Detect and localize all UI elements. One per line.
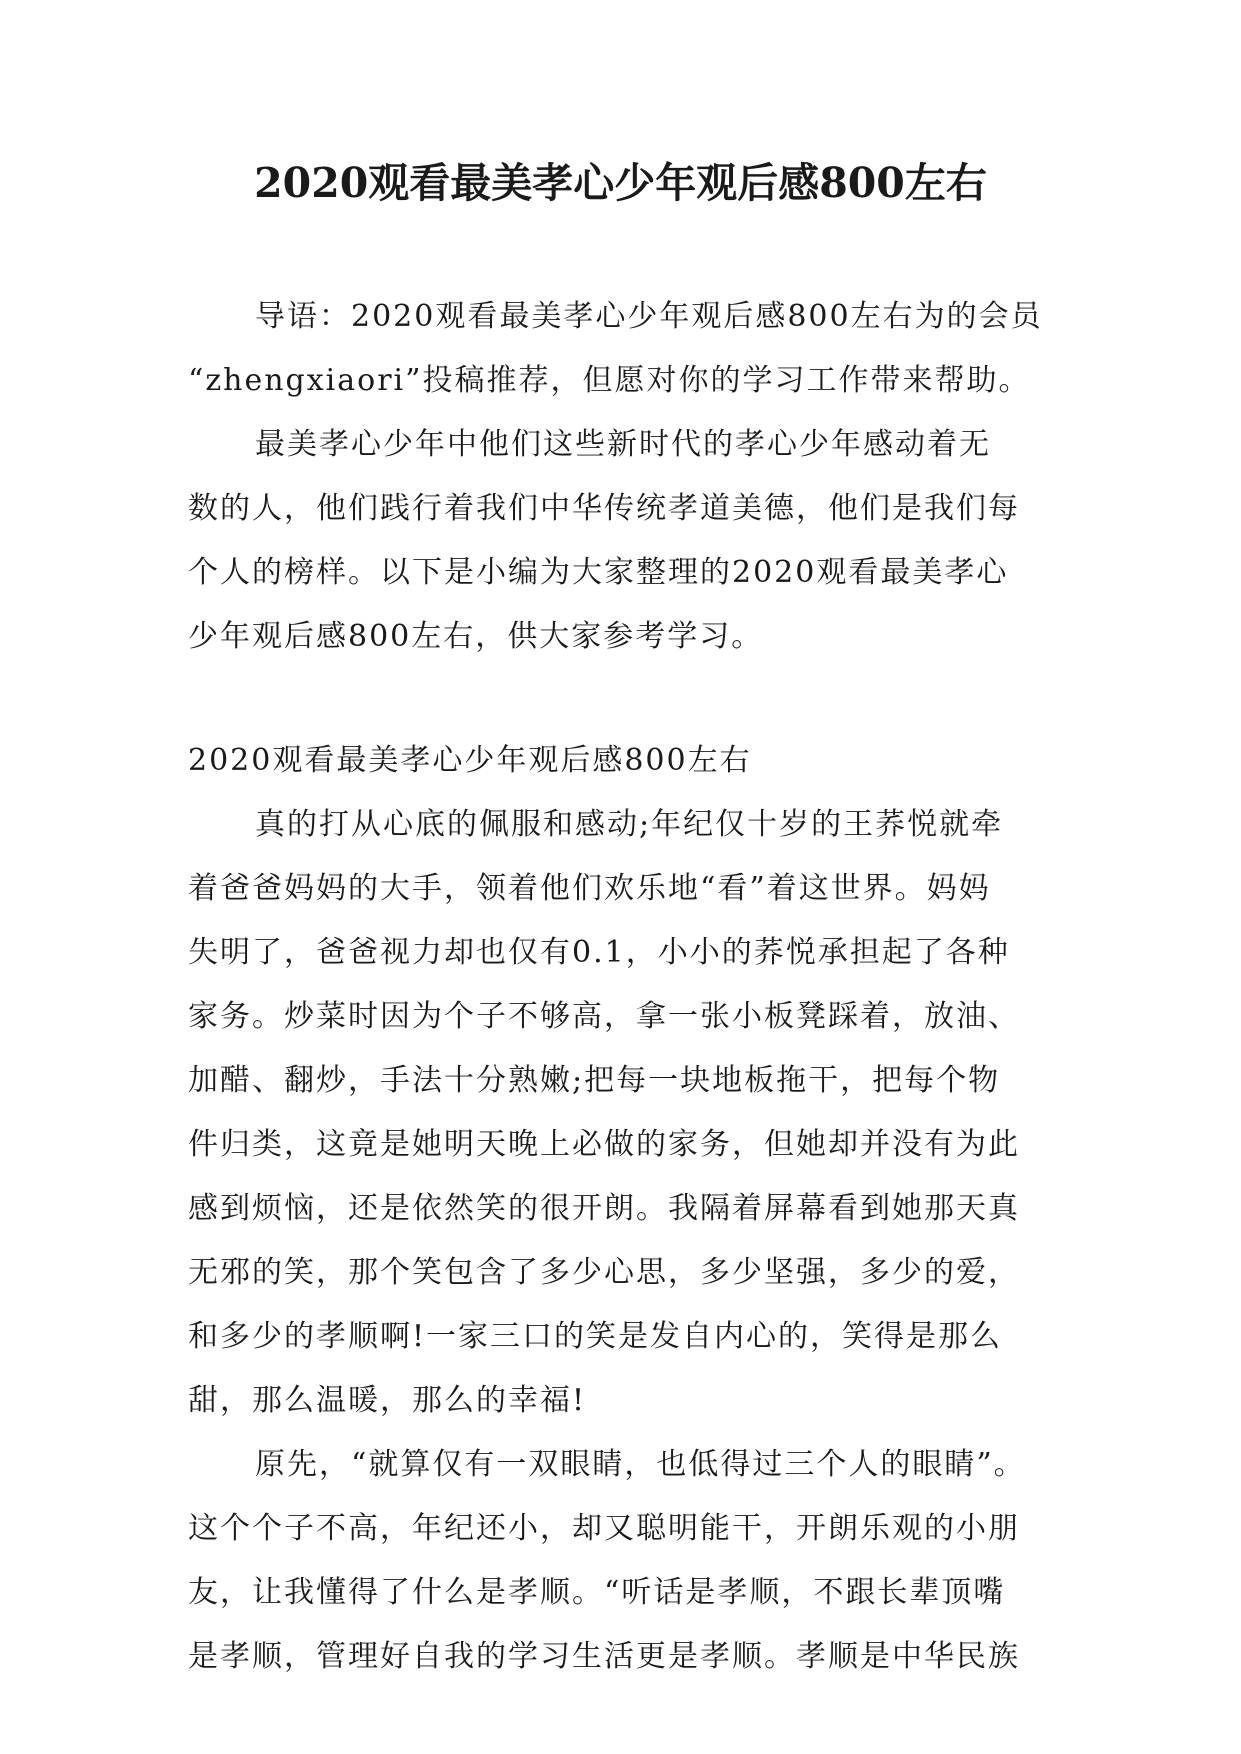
summary-line: 少年观后感800左右，供大家参考学习。 bbox=[188, 619, 764, 654]
paragraph-line: 家务。炒菜时因为个子不够高，拿一张小板凳踩着，放油、 bbox=[188, 999, 1020, 1034]
paragraph-line: 感到烦恼，还是依然笑的很开朗。我隔着屏幕看到她那天真 bbox=[188, 1191, 1020, 1226]
summary-line: 个人的榜样。以下是小编为大家整理的2020观看最美孝心 bbox=[188, 555, 1009, 590]
paragraph-line: 件归类，这竟是她明天晚上必做的家务，但她却并没有为此 bbox=[188, 1127, 1020, 1162]
paragraph-line: 这个个子不高，年纪还小，却又聪明能干，开朗乐观的小朋 bbox=[188, 1511, 1020, 1546]
paragraph-line: 加醋、翻炒，手法十分熟嫩;把每一块地板拖干，把每个物 bbox=[188, 1063, 1001, 1098]
intro-line: “zhengxiaori”投稿推荐，但愿对你的学习工作带来帮助。 bbox=[188, 363, 1031, 398]
paragraph-line: 友，让我懂得了什么是孝顺。“听话是孝顺，不跟长辈顶嘴 bbox=[188, 1575, 1006, 1610]
paragraph-spacer bbox=[188, 669, 1073, 729]
body-paragraph-2 bbox=[188, 1433, 1073, 1689]
paragraph-line: 无邪的笑，那个笑包含了多少心思，多少坚强，多少的爱， bbox=[188, 1255, 1020, 1290]
paragraph-line: 失明了，爸爸视力却也仅有0.1，小小的荞悦承担起了各种 bbox=[188, 935, 1010, 970]
summary-paragraph bbox=[188, 413, 1073, 669]
document-title: 2020观看最美孝心少年观后感800左右 bbox=[254, 159, 987, 207]
paragraph-line: 是孝顺，管理好自我的学习生活更是孝顺。孝顺是中华民族 bbox=[188, 1639, 1020, 1674]
section-heading: 2020观看最美孝心少年观后感800左右 bbox=[188, 743, 752, 778]
summary-line: 数的人，他们践行着我们中华传统孝道美德，他们是我们每 bbox=[188, 491, 1020, 526]
intro-line: 导语：2020观看最美孝心少年观后感800左右为的会员 bbox=[255, 299, 1043, 334]
intro-paragraph bbox=[188, 285, 1073, 413]
paragraph-line: 甜，那么温暖，那么的幸福! bbox=[188, 1383, 587, 1418]
summary-line: 最美孝心少年中他们这些新时代的孝心少年感动着无 bbox=[255, 427, 991, 462]
paragraph-line: 着爸爸妈妈的大手，领着他们欢乐地“看”着这世界。妈妈 bbox=[188, 871, 991, 906]
body-paragraph-1 bbox=[188, 793, 1073, 1433]
paragraph-line: 原先，“就算仅有一双眼睛，也低得过三个人的眼睛”。 bbox=[255, 1447, 1026, 1482]
paragraph-line: 和多少的孝顺啊!一家三口的笑是发自内心的，笑得是那么 bbox=[188, 1319, 1003, 1354]
document-body bbox=[188, 285, 1073, 1689]
paragraph-line: 真的打从心底的佩服和感动;年纪仅十岁的王荞悦就牵 bbox=[255, 807, 1004, 842]
